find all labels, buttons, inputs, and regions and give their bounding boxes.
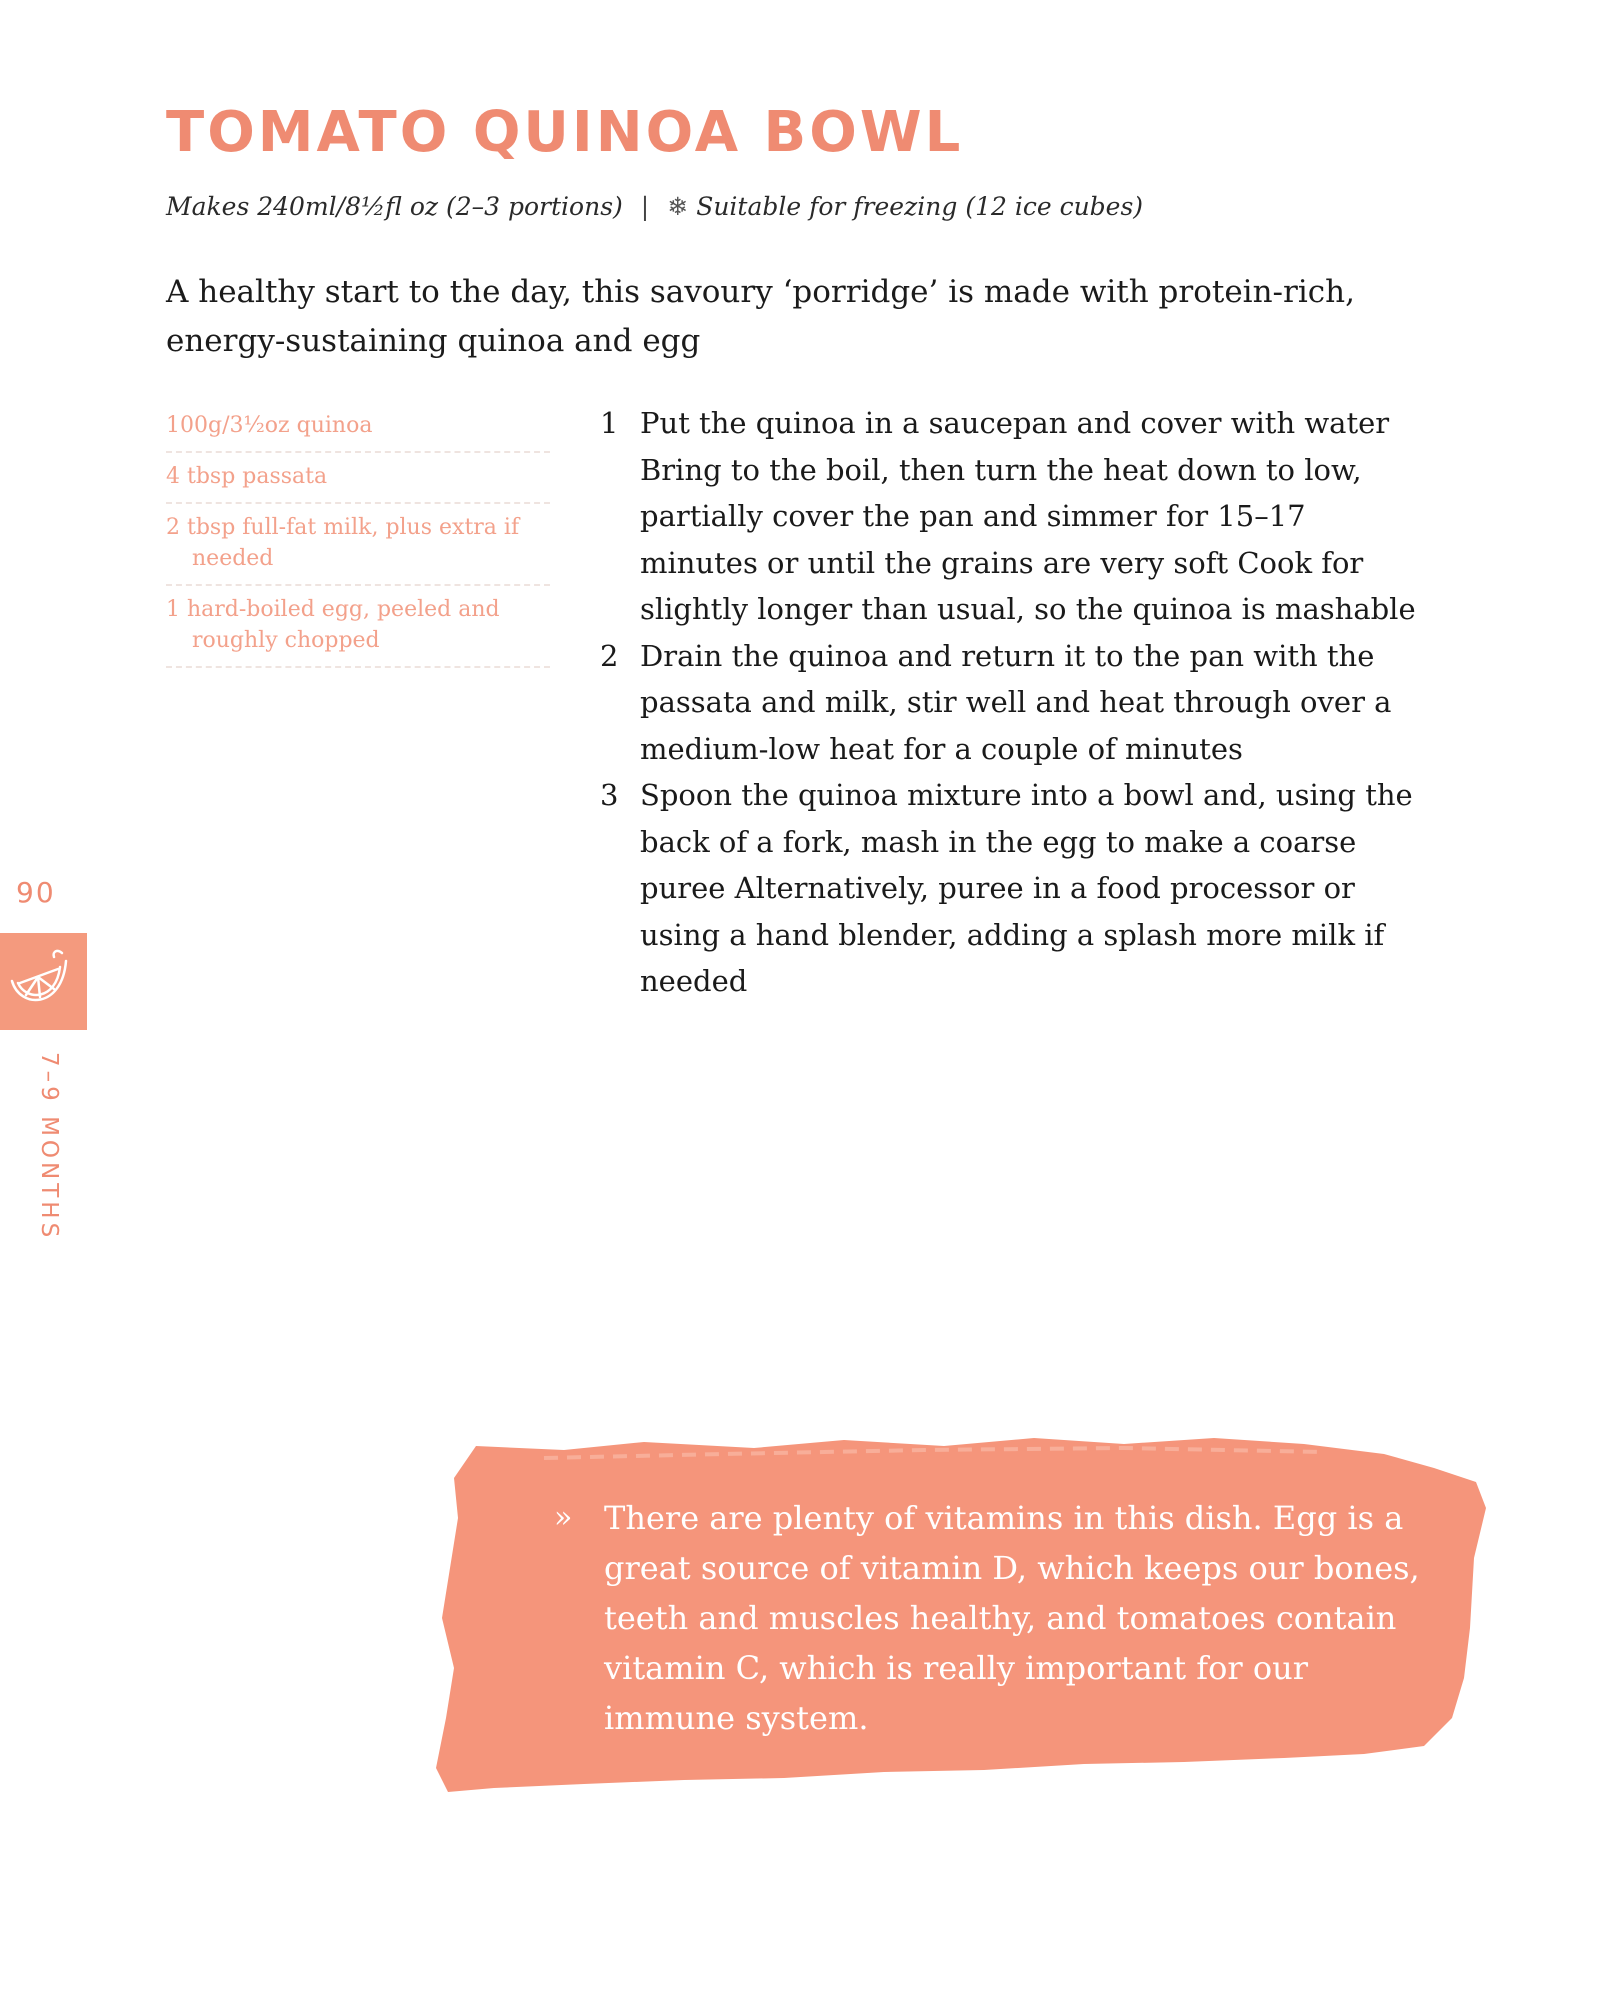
step-text: Drain the quinoa and return it to the pan with the passata and milk, stir well and heat through over a medium-low heat for a couple of minutes	[640, 638, 1392, 766]
method-step	[600, 400, 1430, 633]
freezing-text: Suitable for freezing (12 ice cubes)	[696, 192, 1144, 221]
yield-text: Makes 240ml/8½fl oz (2–3 portions)	[166, 192, 623, 221]
section-label: 7–9 MONTHS	[36, 1052, 62, 1242]
method-step	[600, 633, 1430, 773]
tip-text	[554, 1493, 1424, 1743]
method-steps	[600, 400, 1430, 1005]
tip-box	[424, 1428, 1492, 1828]
tip-body: There are plenty of vitamins in this dish. Egg is a great source of vitamin D, which keeps our bones, teeth and muscles healthy, and tomatoes contain vitamin C, which is really important for our immune system.	[604, 1499, 1420, 1737]
step-number: 3	[600, 778, 619, 812]
step-number: 1	[600, 406, 619, 440]
recipe-title: TOMATO QUINOA BOWL	[166, 100, 964, 165]
ingredient-item: 1 hard-boiled egg, peeled and roughly chopped	[166, 586, 550, 668]
ingredient-item: 2 tbsp full-fat milk, plus extra if needed	[166, 504, 550, 586]
section-tab	[0, 933, 87, 1030]
step-text: Spoon the quinoa mixture into a bowl and, using the back of a fork, mash in the egg to make a coarse puree Alternatively, puree in a food processor or using a hand blender, adding a splash more milk if needed	[640, 778, 1413, 998]
method-step	[600, 772, 1430, 1005]
orange-slice-icon	[0, 939, 80, 1019]
recipe-meta	[166, 192, 1143, 221]
chevron-right-icon: »	[554, 1500, 573, 1535]
snowflake-icon: ❄	[667, 192, 689, 221]
meta-separator: |	[640, 192, 650, 221]
step-number: 2	[600, 638, 619, 673]
ingredient-item: 4 tbsp passata	[166, 453, 550, 504]
step-text: Put the quinoa in a saucepan and cover with water Bring to the boil, then turn the heat down to low, partially cover the pan and simmer for 15–17 minutes or until the grains are very soft Cook for slightly longer than usual, so the quinoa is mashable	[640, 406, 1416, 626]
ingredient-list	[166, 402, 550, 668]
page-number: 90	[16, 876, 56, 909]
ingredient-item: 100g/3½oz quinoa	[166, 402, 550, 453]
recipe-intro: A healthy start to the day, this savoury ‘porridge’ is made with protein-rich, energy-sustaining quinoa and egg	[166, 274, 1355, 359]
